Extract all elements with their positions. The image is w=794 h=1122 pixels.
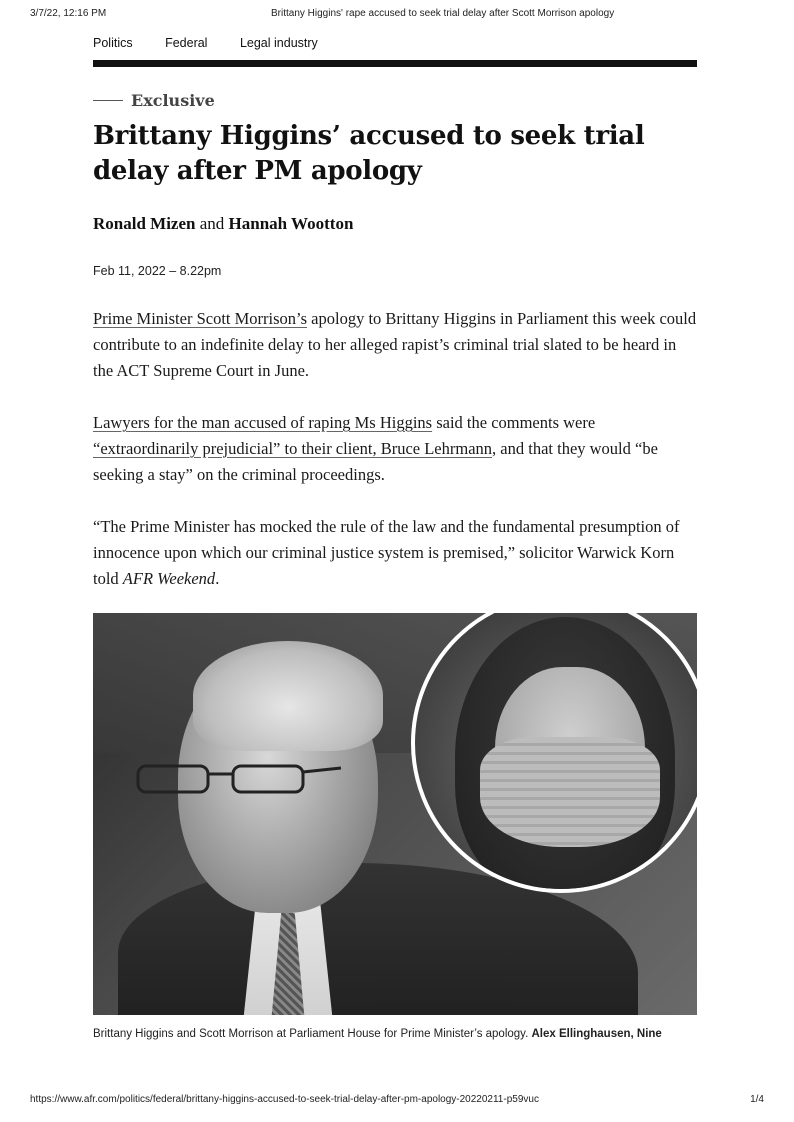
photo-face-mask [480, 737, 660, 847]
pm-link[interactable]: Prime Minister Scott Morrison’s [93, 309, 308, 328]
nav-item-federal[interactable]: Federal [165, 36, 208, 50]
paragraph-2-quote: “extraordinarily prejudicial” to their client, Bruce Lehrmann [93, 439, 493, 458]
article-body [93, 306, 697, 618]
paragraph-1 [93, 306, 697, 384]
publish-date: Feb 11, 2022 – 8.22pm [93, 264, 222, 278]
print-datetime: 3/7/22, 12:16 PM [30, 8, 107, 19]
kicker-label: Exclusive [131, 91, 215, 110]
photo-man-hair [193, 641, 383, 751]
print-title: Brittany Higgins' rape accused to seek trial delay after Scott Morrison apology [271, 8, 615, 19]
paragraph-2 [93, 410, 697, 488]
paragraph-2-mid: said the comments were [432, 413, 596, 432]
author-link-1[interactable]: Ronald Mizen [93, 214, 196, 233]
section-nav [93, 36, 347, 50]
author-link-2[interactable]: Hannah Wootton [228, 214, 354, 233]
print-url: https://www.afr.com/politics/federal/brittany-higgins-accused-to-seek-trial-delay-after-pm-apology-20220211-p59vuc [30, 1094, 539, 1105]
photo-credit: Alex Ellinghausen, Nine [531, 1028, 662, 1040]
print-page-number: 1/4 [750, 1094, 764, 1105]
byline-joiner: and [199, 214, 225, 233]
byline [93, 214, 353, 234]
photo-inset-circle [411, 613, 697, 893]
nav-item-legal-industry[interactable]: Legal industry [239, 36, 318, 50]
article-photo [93, 613, 697, 1015]
paragraph-2-underlined: Lawyers for the man accused of raping Ms Higgins [93, 413, 433, 432]
publication-name: AFR Weekend [122, 569, 216, 588]
nav-divider [93, 60, 697, 67]
glasses-icon [133, 758, 343, 798]
paragraph-2-rest: , and that they would “be seeking a stay” on the criminal proceedings. [93, 439, 658, 484]
photo-caption [93, 1026, 697, 1043]
paragraph-3 [93, 514, 697, 592]
paragraph-3-end: . [215, 569, 220, 588]
print-header [30, 8, 764, 22]
paragraph-3-text: “The Prime Minister has mocked the rule of the law and the fundamental presumption of innocence upon which our criminal justice system is premised,” solicitor Warwick Korn told [93, 517, 680, 588]
kicker [93, 91, 215, 110]
article-headline: Brittany Higgins’ accused to seek trial delay after PM apology [93, 121, 645, 186]
caption-text: Brittany Higgins and Scott Morrison at Parliament House for Prime Minister’s apology. [93, 1028, 529, 1040]
kicker-dash [93, 100, 123, 101]
nav-item-politics[interactable]: Politics [93, 36, 133, 50]
paragraph-1-text: apology to Brittany Higgins in Parliament this week could contribute to an indefinite delay to her alleged rapist’s criminal trial slated to be heard in the ACT Supreme Court in June. [93, 309, 697, 380]
